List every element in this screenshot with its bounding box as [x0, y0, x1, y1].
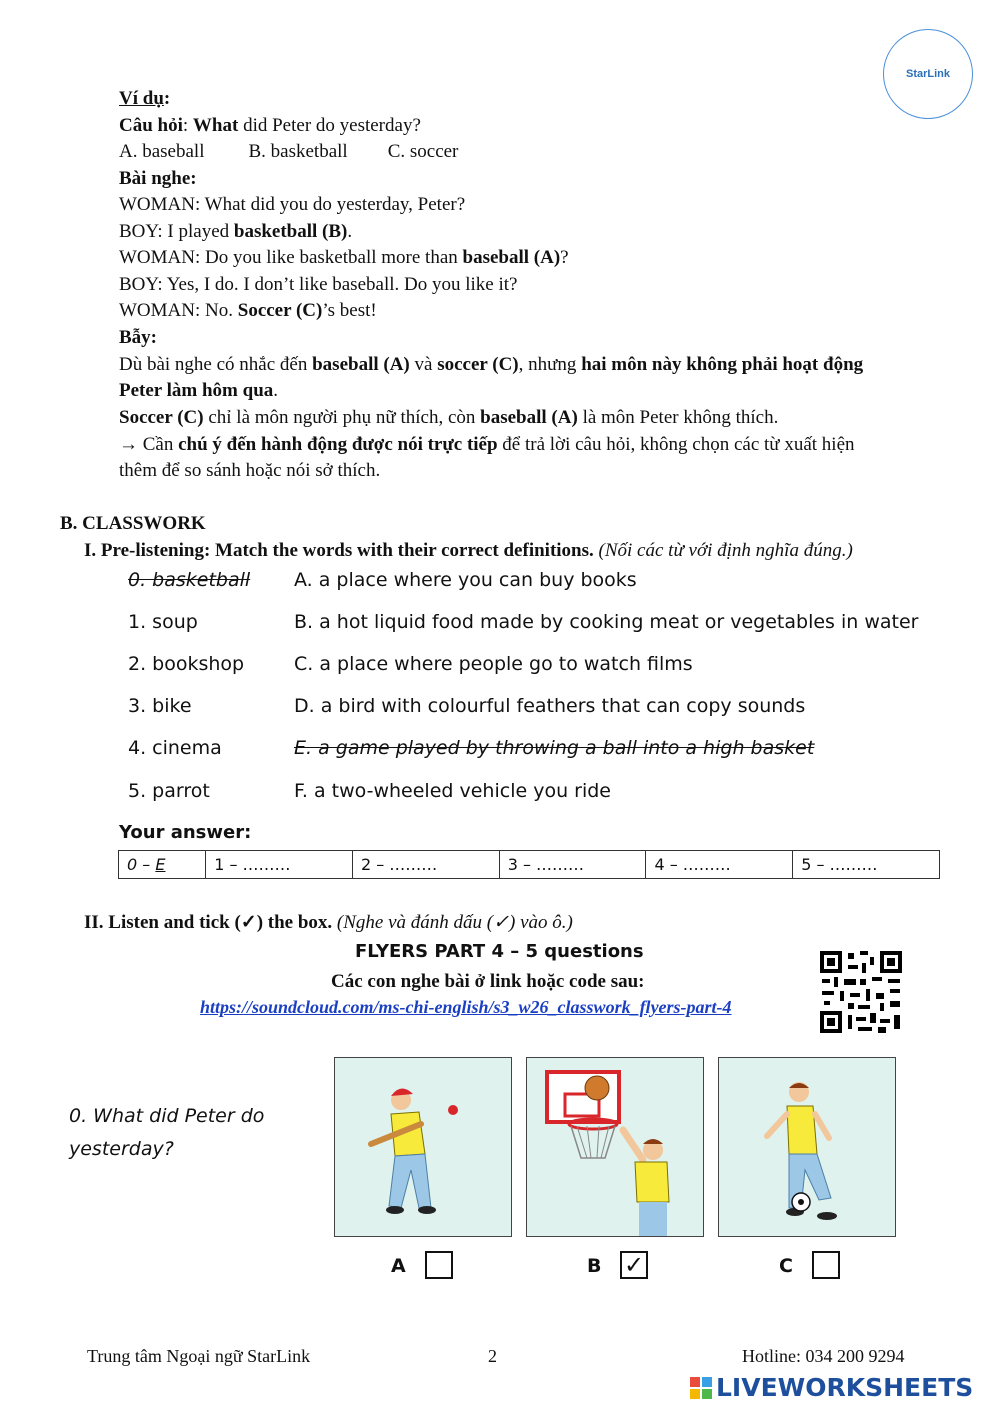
example-heading: Ví dụ:	[119, 88, 171, 109]
box-label-b: B	[587, 1255, 602, 1277]
definition-c: C. a place where people go to watch films	[294, 653, 693, 675]
logo-text: StarLink	[905, 68, 950, 80]
tick-box-c[interactable]	[812, 1251, 840, 1279]
transcript-line-3: WOMAN: Do you like basketball more than baseball (A)?	[119, 247, 569, 268]
page-number: 2	[488, 1346, 497, 1366]
definition-d: D. a bird with colourful feathers that can copy sounds	[294, 695, 806, 717]
word-3: 3. bike	[128, 695, 192, 717]
word-0: 0. basketball	[128, 569, 251, 591]
definition-f: F. a two-wheeled vehicle you ride	[294, 780, 611, 802]
trap-line-2: Peter làm hôm qua.	[119, 380, 279, 401]
part2-instruction: II. Listen and tick (✓) the box. (Nghe và đánh dấu (✓) vào ô.)	[84, 912, 573, 933]
example-question: Câu hỏi: What did Peter do yesterday?	[119, 115, 421, 136]
box-label-c: C	[779, 1255, 793, 1277]
answer-cell-5[interactable]: 5 – ………	[793, 851, 940, 879]
flyers-title: FLYERS PART 4 – 5 questions	[355, 941, 644, 962]
word-5: 5. parrot	[128, 780, 210, 802]
picture-b-basketball	[526, 1057, 704, 1237]
definition-e: E. a game played by throwing a ball into a high basket	[294, 737, 815, 759]
check-mark-icon: ✓	[623, 1251, 645, 1279]
trap-line-3: Soccer (C) chỉ là môn người phụ nữ thích, còn baseball (A) là môn Peter không thích.	[119, 407, 779, 428]
link-intro: Các con nghe bài ở link hoặc code sau:	[331, 971, 645, 992]
answer-cell-2[interactable]: 2 – ………	[352, 851, 499, 879]
transcript-line-2: BOY: I played basketball (B).	[119, 221, 353, 242]
footer-hotline: Hotline: 034 200 9294	[742, 1346, 905, 1366]
listening-label: Bài nghe:	[119, 168, 197, 189]
tick-box-b[interactable]	[620, 1251, 648, 1279]
word-1: 1. soup	[128, 611, 198, 633]
trap-line-5: thêm để so sánh hoặc nói sở thích.	[119, 460, 381, 481]
transcript-line-5: WOMAN: No. Soccer (C)’s best!	[119, 300, 377, 321]
picture-a-baseball	[334, 1057, 512, 1237]
question-0-line-2: yesterday?	[69, 1138, 174, 1160]
word-2: 2. bookshop	[128, 653, 245, 675]
question-0-line-1: 0. What did Peter do	[69, 1105, 265, 1127]
example-options: A. baseball B. basketball C. soccer	[119, 141, 459, 162]
answer-cell-4[interactable]: 4 – ………	[646, 851, 793, 879]
answer-cell-0: 0 – E	[119, 851, 206, 879]
trap-line-4: → Cần chú ý đến hành động được nói trực tiếp để trả lời câu hỏi, không chọn các từ xuất hiện	[119, 434, 855, 455]
part1-instruction: I. Pre-listening: Match the words with their correct definitions. (Nối các từ với định nghĩa đúng.)	[84, 540, 853, 561]
answer-table	[118, 850, 940, 879]
picture-c-soccer	[718, 1057, 896, 1237]
brand-text: LIVEWORKSHEETS	[716, 1373, 974, 1402]
qr-code-icon	[818, 949, 904, 1035]
your-answer-label: Your answer:	[119, 822, 252, 843]
trap-line-1: Dù bài nghe có nhắc đến baseball (A) và soccer (C), nhưng hai môn này không phải hoạt động	[119, 354, 864, 375]
footer-center-name: Trung tâm Ngoại ngữ StarLink	[87, 1346, 311, 1366]
transcript-line-1: WOMAN: What did you do yesterday, Peter?	[119, 194, 466, 215]
tick-box-a[interactable]	[425, 1251, 453, 1279]
trap-label: Bẫy:	[119, 327, 157, 348]
liveworksheets-logo-icon	[690, 1377, 712, 1399]
classwork-heading: B. CLASSWORK	[60, 513, 206, 534]
answer-cell-1[interactable]: 1 – ………	[206, 851, 353, 879]
definition-a: A. a place where you can buy books	[294, 569, 637, 591]
transcript-line-4: BOY: Yes, I do. I don’t like baseball. Do you like it?	[119, 274, 518, 295]
box-label-a: A	[391, 1255, 406, 1277]
soundcloud-link[interactable]: https://soundcloud.com/ms-chi-english/s3_w26_classwork_flyers-part-4	[200, 997, 732, 1017]
word-4: 4. cinema	[128, 737, 222, 759]
answer-cell-3[interactable]: 3 – ………	[499, 851, 646, 879]
liveworksheets-brand	[690, 1373, 973, 1402]
question-0	[69, 1100, 264, 1166]
definition-b: B. a hot liquid food made by cooking meat or vegetables in water	[294, 611, 919, 633]
starlink-logo	[883, 29, 973, 119]
